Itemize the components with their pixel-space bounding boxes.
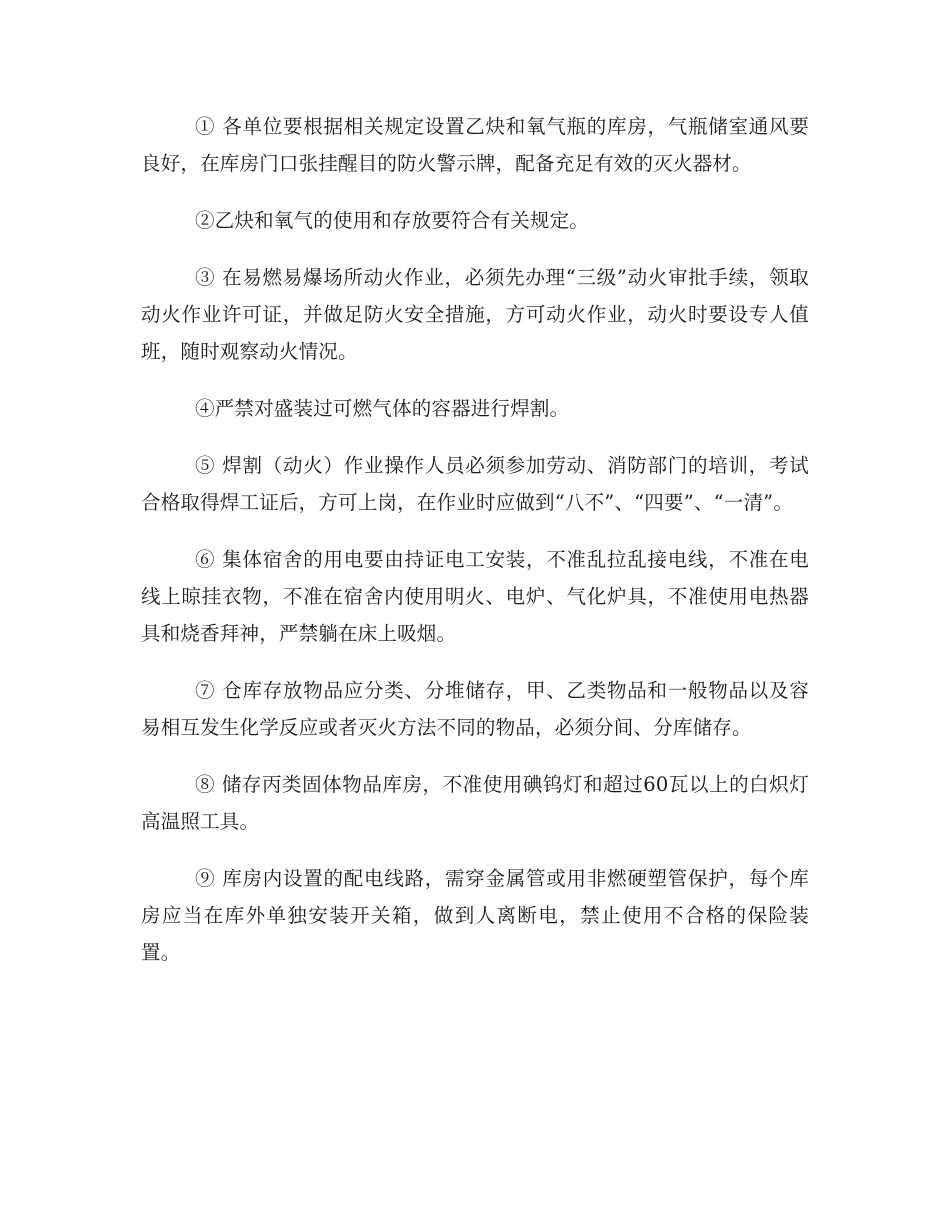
paragraph-3: ③ 在易燃易爆场所动火作业，必须先办理“三级”动火审批手续，领取动火作业许可证，并做足防火安全措施，方可动火作业，动火时要设专人值班，随时观察动火情况。 (141, 266, 809, 363)
paragraph-5: ⑤ 焊割（动火）作业操作人员必须参加劳动、消防部门的培训，考试合格取得焊工证后，方可上岗，在作业时应做到“八不”、“四要”、“一清”。 (141, 454, 809, 514)
paragraph-7: ⑦ 仓库存放物品应分类、分堆储存，甲、乙类物品和一般物品以及容易相互发生化学反应或者灭火方法不同的物品，必须分间、分库储存。 (141, 679, 809, 739)
paragraph-4: ④严禁对盛装过可燃气体的容器进行焊割。 (195, 397, 570, 420)
paragraph-9: ⑨ 库房内设置的配电线路，需穿金属管或用非燃硬塑管保护，每个库房应当在库外单独安装开关箱，做到人离断电，禁止使用不合格的保险装置。 (141, 867, 809, 964)
paragraph-6: ⑥ 集体宿舍的用电要由持证电工安装，不准乱拉乱接电线，不准在电线上晾挂衣物，不准在宿舍内使用明火、电炉、气化炉具，不准使用电热器具和烧香拜神，严禁躺在床上吸烟。 (141, 548, 809, 645)
paragraph-1: ① 各单位要根据相关规定设置乙炔和氧气瓶的库房，气瓶储室通风要良好，在库房门口张挂醒目的防火警示牌，配备充足有效的灭火器材。 (141, 115, 809, 175)
paragraph-8: ⑧ 储存丙类固体物品库房，不准使用碘钨灯和超过60瓦以上的白炽灯高温照工具。 (141, 773, 809, 833)
document-body (141, 108, 809, 991)
paragraph-2: ②乙炔和氧气的使用和存放要符合有关规定。 (195, 209, 590, 232)
